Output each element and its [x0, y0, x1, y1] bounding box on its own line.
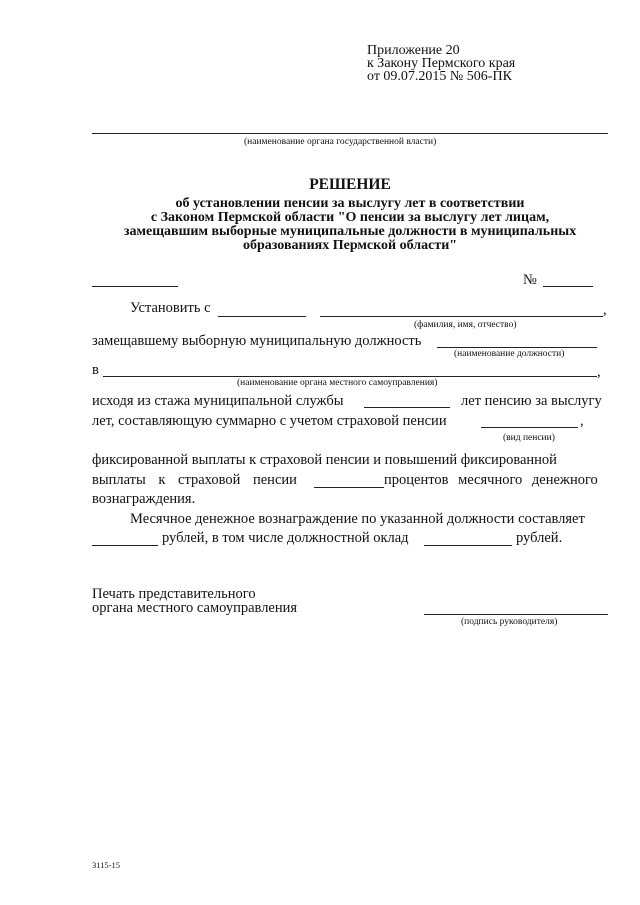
salary-amount-line	[424, 545, 512, 546]
date-line	[92, 286, 178, 287]
monthly-text-b1: рублей, в том числе должностной оклад	[162, 530, 409, 546]
pension-kind-line	[481, 427, 578, 428]
pension-kind-comma: ,	[580, 413, 584, 429]
remuneration-amount-line	[92, 545, 158, 546]
seniority-years-line	[364, 407, 450, 408]
position-line	[437, 347, 597, 348]
local-gov-caption: (наименование органа местного самоуправления)	[237, 378, 438, 388]
subtitle-line-4: образованиях Пермской области"	[242, 238, 458, 253]
appendix-line-1: Приложение 20	[367, 43, 460, 58]
document-title: РЕШЕНИЕ	[309, 176, 391, 193]
local-gov-line	[103, 376, 597, 377]
subtitle-line-2: с Законом Пермской области "О пенсии за выслугу лет лицам,	[150, 210, 550, 225]
subtitle-line-3: замещавшим выборные муниципальные должности в муниципальных	[123, 224, 577, 239]
signature-caption: (подпись руководителя)	[461, 617, 558, 627]
fixed-text-b2: процентов месячного денежного	[384, 472, 598, 488]
authority-caption: (наименование органа государственной власти)	[244, 137, 437, 147]
fio-comma: ,	[603, 302, 607, 318]
local-gov-comma: ,	[597, 364, 601, 380]
fixed-text-a: фиксированной выплаты к страховой пенсии и повышений фиксированной	[92, 452, 557, 468]
in-text: в	[92, 362, 99, 378]
subtitle-line-1: об установлении пенсии за выслугу лет в соответствии	[175, 196, 525, 211]
seniority-text-b: лет пенсию за выслугу	[461, 393, 602, 409]
appendix-line-3: от 09.07.2015 № 506-ПК	[367, 69, 512, 84]
fio-line	[320, 316, 603, 317]
fixed-text-c: вознаграждения.	[92, 491, 196, 507]
seniority-text-a: исходя из стажа муниципальной службы	[92, 393, 344, 409]
seal-line-2: органа местного самоуправления	[92, 600, 298, 616]
pension-kind-caption: (вид пенсии)	[503, 433, 555, 443]
number-label: №	[523, 272, 537, 288]
appendix-line-2: к Закону Пермского края	[367, 56, 516, 71]
fixed-text-b1: выплаты к страховой пенсии	[92, 472, 297, 488]
position-caption: (наименование должности)	[454, 349, 565, 359]
monthly-text-b2: рублей.	[516, 530, 563, 546]
authority-name-line	[92, 133, 608, 134]
establish-from-text: Установить с	[130, 300, 211, 316]
years-text: лет, составляющую суммарно с учетом страховой пенсии	[92, 413, 447, 429]
seal-line-1: Печать представительного	[92, 586, 256, 602]
fio-caption: (фамилия, имя, отчество)	[414, 320, 517, 330]
number-line	[543, 286, 593, 287]
percent-line	[314, 487, 384, 488]
monthly-text-a: Месячное денежное вознаграждение по указанной должности составляет	[130, 511, 585, 527]
footer-code: 3115-15	[92, 860, 121, 870]
start-date-line	[218, 316, 306, 317]
signature-line	[424, 614, 608, 615]
position-text: замещавшему выборную муниципальную должность	[92, 333, 422, 349]
